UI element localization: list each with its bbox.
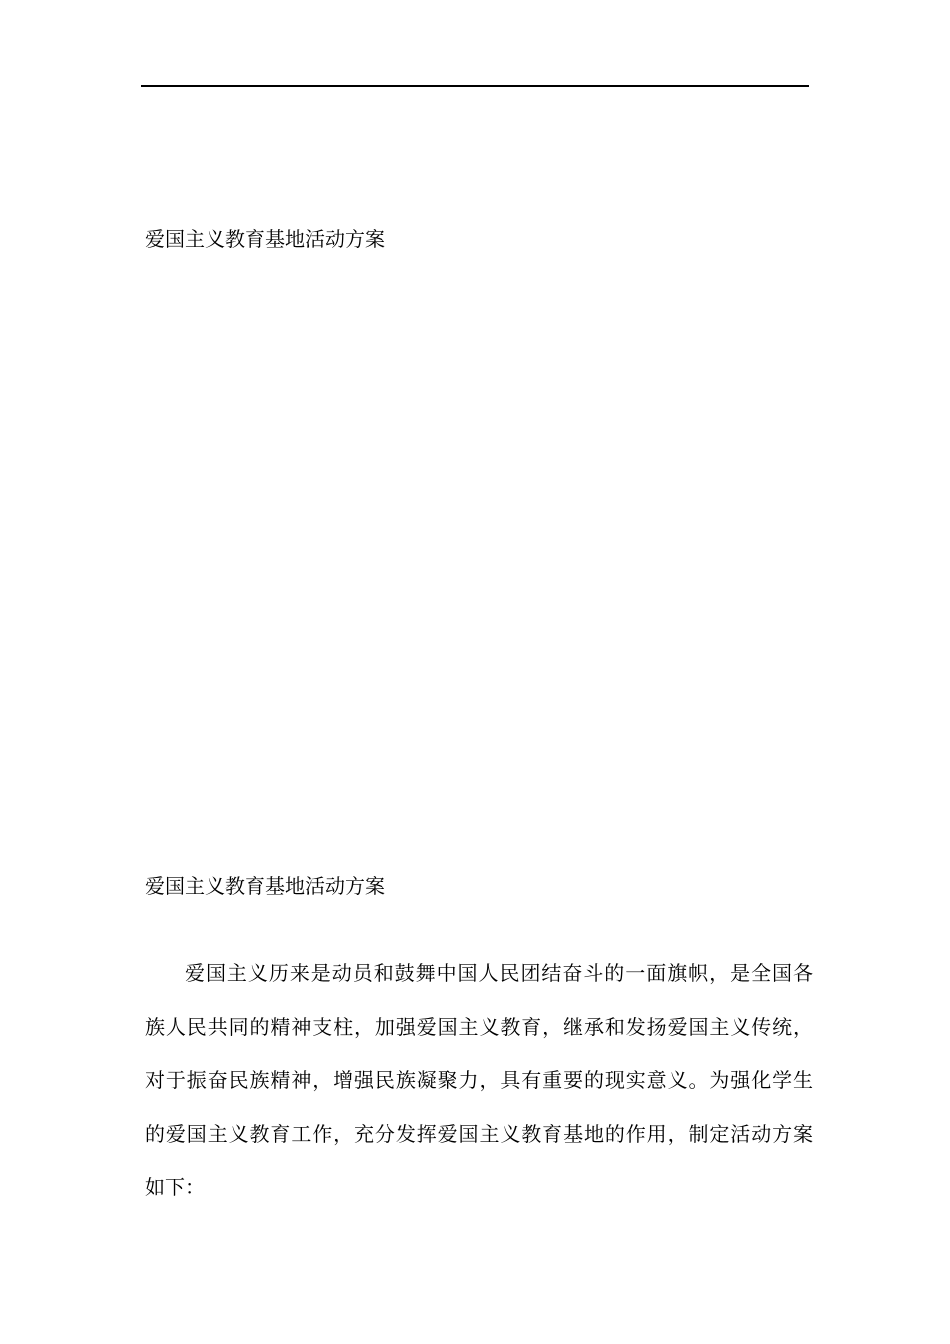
paragraph-line: 如下： <box>145 1175 205 1199</box>
document-title: 爱国主义教育基地活动方案 <box>145 874 385 898</box>
paragraph-line: 对于振奋民族精神，增强民族凝聚力，具有重要的现实意义。为强化学生 <box>145 1068 813 1092</box>
paragraph-line: 的爱国主义教育工作，充分发挥爱国主义教育基地的作用，制定活动方案 <box>145 1121 813 1146</box>
paragraph-line: 爱国主义历来是动员和鼓舞中国人民团结奋斗的一面旗帜，是全国各 <box>185 961 813 985</box>
header-rule <box>141 85 809 87</box>
cover-title: 爱国主义教育基地活动方案 <box>145 227 385 251</box>
paragraph-line: 族人民共同的精神支柱，加强爱国主义教育，继承和发扬爱国主义传统， <box>145 1014 813 1039</box>
intro-paragraph <box>145 963 813 1231</box>
